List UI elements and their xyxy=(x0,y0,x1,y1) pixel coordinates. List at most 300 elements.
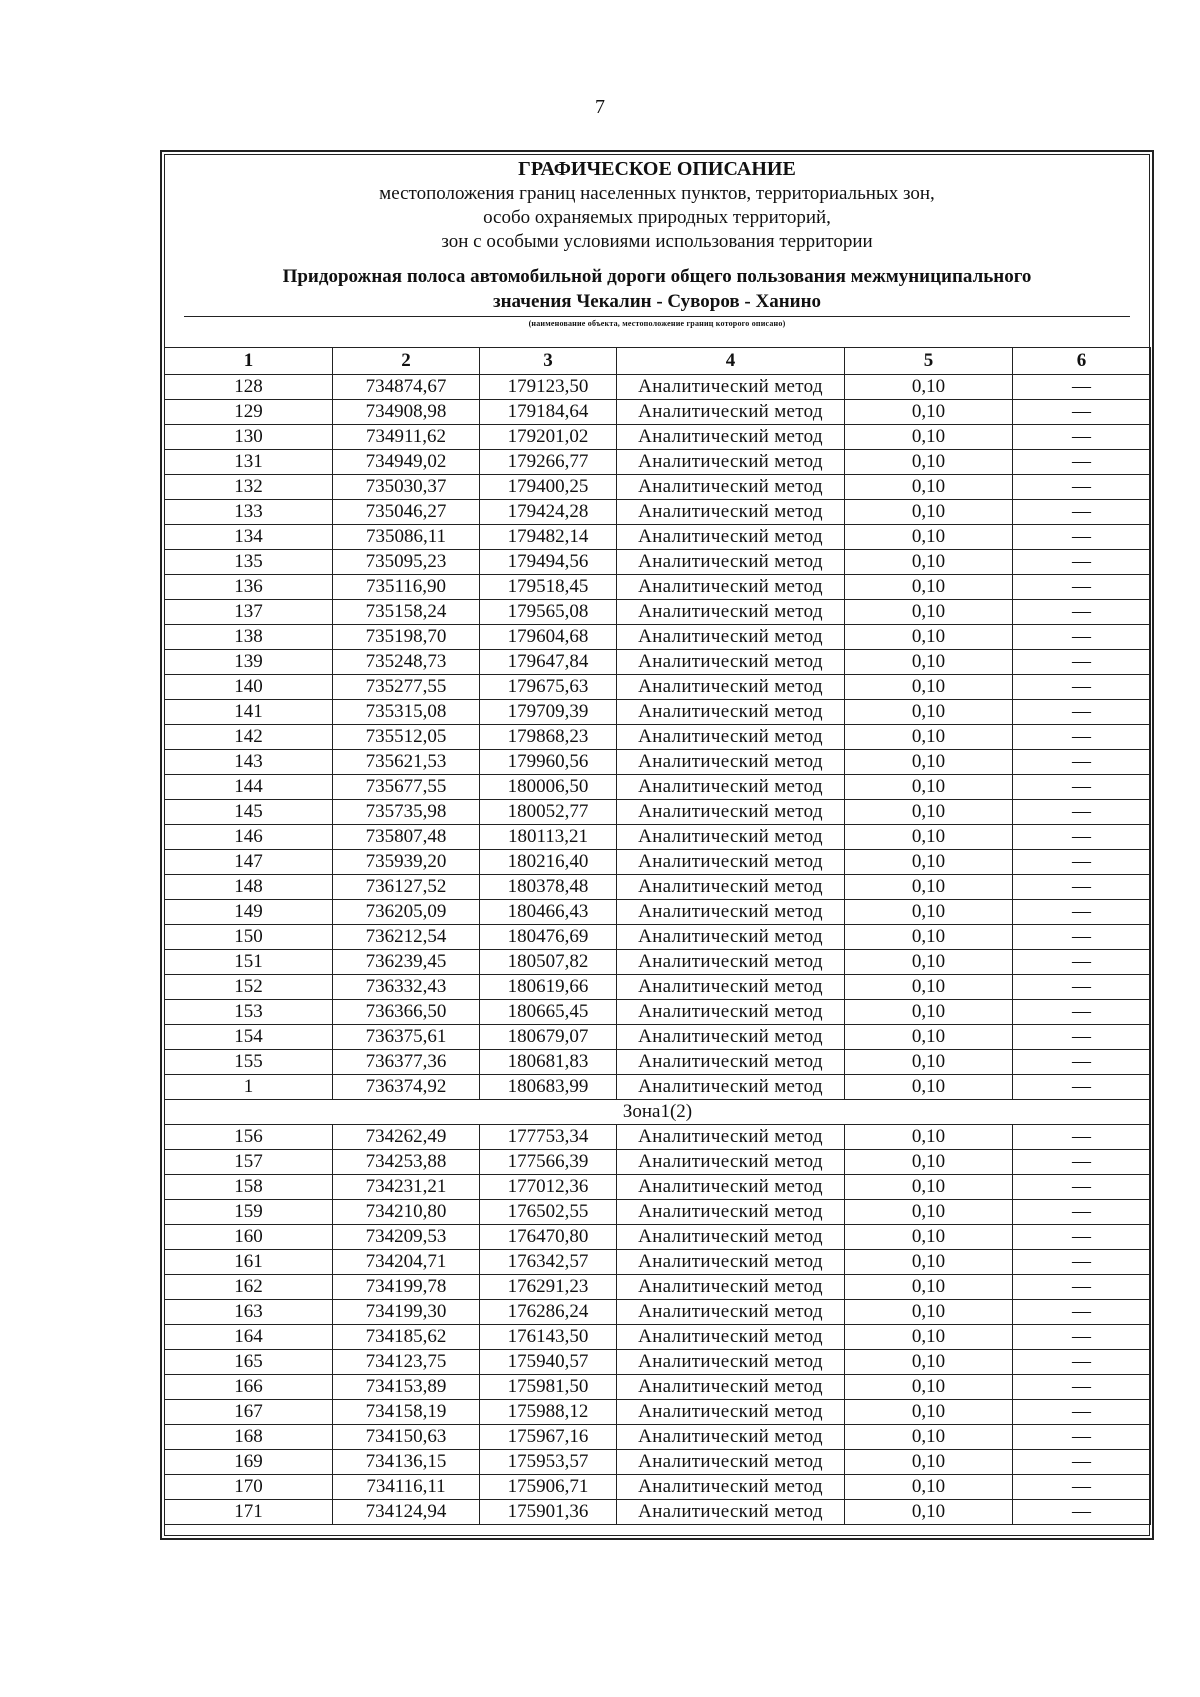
table-cell-col-6: — xyxy=(1013,1025,1151,1050)
table-cell-col-3: 180476,69 xyxy=(480,925,617,950)
table-row xyxy=(165,1400,1151,1425)
table-cell-col-5: 0,10 xyxy=(845,1075,1013,1100)
table-cell-col-4: Аналитический метод xyxy=(617,650,845,675)
table-cell-col-4: Аналитический метод xyxy=(617,1425,845,1450)
table-cell-col-6: — xyxy=(1013,1200,1151,1225)
table-cell-col-2: 734231,21 xyxy=(333,1175,480,1200)
table-cell-col-2: 735677,55 xyxy=(333,775,480,800)
table-cell-col-3: 180681,83 xyxy=(480,1050,617,1075)
table-cell-col-4: Аналитический метод xyxy=(617,425,845,450)
table-cell-col-3: 176291,23 xyxy=(480,1275,617,1300)
document-header xyxy=(166,156,1148,331)
table-cell-col-2: 736239,45 xyxy=(333,950,480,975)
table-cell-col-3: 175981,50 xyxy=(480,1375,617,1400)
table-cell-col-6: — xyxy=(1013,675,1151,700)
table-cell-col-1: 140 xyxy=(165,675,333,700)
table-cell-col-5: 0,10 xyxy=(845,1400,1013,1425)
table-cell-col-1: 169 xyxy=(165,1450,333,1475)
table-cell-col-6: — xyxy=(1013,1400,1151,1425)
table-cell-col-3: 180052,77 xyxy=(480,800,617,825)
table-cell-col-4: Аналитический метод xyxy=(617,675,845,700)
table-cell-col-1: 155 xyxy=(165,1050,333,1075)
table-cell-col-3: 179400,25 xyxy=(480,475,617,500)
column-header-6: 6 xyxy=(1013,348,1151,375)
table-cell-col-5: 0,10 xyxy=(845,625,1013,650)
column-header-3: 3 xyxy=(480,348,617,375)
subtitle-line-2: особо охраняемых природных территорий, xyxy=(483,207,831,228)
table-cell-col-3: 175988,12 xyxy=(480,1400,617,1425)
table-cell-col-5: 0,10 xyxy=(845,1325,1013,1350)
table-cell-col-5: 0,10 xyxy=(845,1475,1013,1500)
table-cell-col-3: 179266,77 xyxy=(480,450,617,475)
table-cell-col-4: Аналитический метод xyxy=(617,1350,845,1375)
table-cell-col-1: 139 xyxy=(165,650,333,675)
table-cell-col-3: 179518,45 xyxy=(480,575,617,600)
table-cell-col-6: — xyxy=(1013,1450,1151,1475)
table-cell-col-6: — xyxy=(1013,850,1151,875)
table-cell-col-4: Аналитический метод xyxy=(617,1200,845,1225)
table-cell-col-2: 735735,98 xyxy=(333,800,480,825)
table-row xyxy=(165,775,1151,800)
table-cell-col-5: 0,10 xyxy=(845,825,1013,850)
table-cell-col-6: — xyxy=(1013,1175,1151,1200)
table-cell-col-3: 179565,08 xyxy=(480,600,617,625)
table-cell-col-2: 734908,98 xyxy=(333,400,480,425)
table-cell-col-6: — xyxy=(1013,800,1151,825)
table-cell-col-6: — xyxy=(1013,1125,1151,1150)
table-cell-col-2: 734262,49 xyxy=(333,1125,480,1150)
table-cell-col-6: — xyxy=(1013,875,1151,900)
table-cell-col-2: 736366,50 xyxy=(333,1000,480,1025)
table-cell-col-1: 160 xyxy=(165,1225,333,1250)
object-name-line-2: значения Чекалин - Суворов - Ханино xyxy=(492,291,822,312)
table-cell-col-3: 175953,57 xyxy=(480,1450,617,1475)
table-cell-col-5: 0,10 xyxy=(845,1450,1013,1475)
table-cell-col-6: — xyxy=(1013,1075,1151,1100)
table-cell-col-2: 735621,53 xyxy=(333,750,480,775)
table-cell-col-3: 179482,14 xyxy=(480,525,617,550)
table-cell-col-1: 133 xyxy=(165,500,333,525)
table-cell-col-2: 736375,61 xyxy=(333,1025,480,1050)
table-cell-col-2: 734150,63 xyxy=(333,1425,480,1450)
table-cell-col-3: 179709,39 xyxy=(480,700,617,725)
table-cell-col-2: 734874,67 xyxy=(333,375,480,400)
table-cell-col-2: 735030,37 xyxy=(333,475,480,500)
table-cell-col-3: 175901,36 xyxy=(480,1500,617,1525)
table-cell-col-2: 735086,11 xyxy=(333,525,480,550)
table-cell-col-5: 0,10 xyxy=(845,500,1013,525)
table-cell-col-2: 735315,08 xyxy=(333,700,480,725)
column-header-1: 1 xyxy=(165,348,333,375)
table-cell-col-1: 128 xyxy=(165,375,333,400)
table-cell-col-6: — xyxy=(1013,1275,1151,1300)
table-cell-col-4: Аналитический метод xyxy=(617,1450,845,1475)
table-cell-col-2: 734949,02 xyxy=(333,450,480,475)
document-title: ГРАФИЧЕСКОЕ ОПИСАНИЕ xyxy=(518,158,796,180)
table-cell-col-4: Аналитический метод xyxy=(617,875,845,900)
table-cell-col-5: 0,10 xyxy=(845,1200,1013,1225)
table-cell-col-5: 0,10 xyxy=(845,400,1013,425)
table-cell-col-1: 161 xyxy=(165,1250,333,1275)
table-cell-col-1: 152 xyxy=(165,975,333,1000)
table-cell-col-3: 179604,68 xyxy=(480,625,617,650)
table-cell-col-1: 137 xyxy=(165,600,333,625)
table-cell-col-4: Аналитический метод xyxy=(617,1050,845,1075)
table-cell-col-1: 156 xyxy=(165,1125,333,1150)
column-header-5: 5 xyxy=(845,348,1013,375)
table-cell-col-1: 141 xyxy=(165,700,333,725)
table-cell-col-4: Аналитический метод xyxy=(617,1500,845,1525)
table-row xyxy=(165,1050,1151,1075)
table-cell-col-3: 179424,28 xyxy=(480,500,617,525)
column-header-4: 4 xyxy=(617,348,845,375)
table-cell-col-1: 159 xyxy=(165,1200,333,1225)
table-cell-col-1: 170 xyxy=(165,1475,333,1500)
table-row xyxy=(165,800,1151,825)
table-cell-col-3: 180665,45 xyxy=(480,1000,617,1025)
table-cell-col-4: Аналитический метод xyxy=(617,575,845,600)
table-cell-col-5: 0,10 xyxy=(845,1225,1013,1250)
table-cell-col-1: 165 xyxy=(165,1350,333,1375)
table-cell-col-5: 0,10 xyxy=(845,1300,1013,1325)
table-cell-col-5: 0,10 xyxy=(845,375,1013,400)
table-cell-col-1: 146 xyxy=(165,825,333,850)
table-cell-col-2: 734204,71 xyxy=(333,1250,480,1275)
table-cell-col-5: 0,10 xyxy=(845,1425,1013,1450)
table-cell-col-2: 736377,36 xyxy=(333,1050,480,1075)
page-number: 7 xyxy=(595,96,605,118)
table-row xyxy=(165,875,1151,900)
table-cell-col-5: 0,10 xyxy=(845,775,1013,800)
table-cell-col-5: 0,10 xyxy=(845,1125,1013,1150)
table-cell-col-3: 175940,57 xyxy=(480,1350,617,1375)
table-cell-col-6: — xyxy=(1013,1150,1151,1175)
table-cell-col-3: 176502,55 xyxy=(480,1200,617,1225)
table-cell-col-1: 158 xyxy=(165,1175,333,1200)
table-row xyxy=(165,1275,1151,1300)
table-cell-col-3: 179123,50 xyxy=(480,375,617,400)
table-cell-col-4: Аналитический метод xyxy=(617,1250,845,1275)
table-cell-col-3: 179184,64 xyxy=(480,400,617,425)
table-row xyxy=(165,700,1151,725)
table-cell-col-3: 180507,82 xyxy=(480,950,617,975)
table-cell-col-6: — xyxy=(1013,975,1151,1000)
table-cell-col-1: 167 xyxy=(165,1400,333,1425)
table-row xyxy=(165,625,1151,650)
table-cell-col-1: 147 xyxy=(165,850,333,875)
table-cell-col-1: 163 xyxy=(165,1300,333,1325)
table-cell-col-4: Аналитический метод xyxy=(617,725,845,750)
table-cell-col-5: 0,10 xyxy=(845,600,1013,625)
table-row xyxy=(165,675,1151,700)
table-cell-col-6: — xyxy=(1013,1350,1151,1375)
table-cell-col-3: 175906,71 xyxy=(480,1475,617,1500)
table-cell-col-4: Аналитический метод xyxy=(617,450,845,475)
table-cell-col-2: 734185,62 xyxy=(333,1325,480,1350)
table-cell-col-5: 0,10 xyxy=(845,450,1013,475)
table-cell-col-5: 0,10 xyxy=(845,650,1013,675)
table-row xyxy=(165,750,1151,775)
table-cell-col-6: — xyxy=(1013,375,1151,400)
zone-separator xyxy=(165,1100,1151,1125)
table-cell-col-6: — xyxy=(1013,1000,1151,1025)
table-cell-col-2: 734209,53 xyxy=(333,1225,480,1250)
table-cell-col-5: 0,10 xyxy=(845,1350,1013,1375)
table-row xyxy=(165,1125,1151,1150)
table-cell-col-2: 735939,20 xyxy=(333,850,480,875)
table-cell-col-6: — xyxy=(1013,700,1151,725)
table-cell-col-1: 138 xyxy=(165,625,333,650)
table-cell-col-3: 180466,43 xyxy=(480,900,617,925)
table-cell-col-5: 0,10 xyxy=(845,900,1013,925)
table-cell-col-1: 168 xyxy=(165,1425,333,1450)
table-row xyxy=(165,500,1151,525)
table-row xyxy=(165,1025,1151,1050)
table-cell-col-1: 144 xyxy=(165,775,333,800)
table-cell-col-5: 0,10 xyxy=(845,700,1013,725)
table-cell-col-4: Аналитический метод xyxy=(617,825,845,850)
table-row xyxy=(165,575,1151,600)
subtitle-line-1: местоположения границ населенных пунктов, территориальных зон, xyxy=(379,183,935,204)
table-cell-col-5: 0,10 xyxy=(845,675,1013,700)
table-row xyxy=(165,650,1151,675)
table-cell-col-6: — xyxy=(1013,1425,1151,1450)
table-cell-col-5: 0,10 xyxy=(845,1025,1013,1050)
table-row xyxy=(165,900,1151,925)
table-cell-col-3: 177566,39 xyxy=(480,1150,617,1175)
table-cell-col-4: Аналитический метод xyxy=(617,1275,845,1300)
table-row xyxy=(165,600,1151,625)
table-cell-col-3: 179868,23 xyxy=(480,725,617,750)
table-cell-col-6: — xyxy=(1013,750,1151,775)
table-cell-col-3: 177012,36 xyxy=(480,1175,617,1200)
table-cell-col-1: 145 xyxy=(165,800,333,825)
table-cell-col-5: 0,10 xyxy=(845,1050,1013,1075)
table-cell-col-4: Аналитический метод xyxy=(617,550,845,575)
table-row xyxy=(165,975,1151,1000)
table-row xyxy=(165,1250,1151,1275)
table-cell-col-5: 0,10 xyxy=(845,1000,1013,1025)
table-cell-col-5: 0,10 xyxy=(845,1150,1013,1175)
table-cell-col-4: Аналитический метод xyxy=(617,800,845,825)
table-cell-col-3: 175967,16 xyxy=(480,1425,617,1450)
table-cell-col-5: 0,10 xyxy=(845,875,1013,900)
table-cell-col-4: Аналитический метод xyxy=(617,1125,845,1150)
table-cell-col-6: — xyxy=(1013,425,1151,450)
table-row xyxy=(165,1450,1151,1475)
table-cell-col-4: Аналитический метод xyxy=(617,975,845,1000)
table-cell-col-3: 180619,66 xyxy=(480,975,617,1000)
object-name-line-1: Придорожная полоса автомобильной дороги общего пользования межмуниципального xyxy=(282,266,1032,287)
table-cell-col-6: — xyxy=(1013,550,1151,575)
table-row xyxy=(165,1150,1151,1175)
table-cell-col-2: 735807,48 xyxy=(333,825,480,850)
table-row xyxy=(165,1475,1151,1500)
table-cell-col-5: 0,10 xyxy=(845,725,1013,750)
table-body-zone-2 xyxy=(165,1125,1151,1525)
table-cell-col-4: Аналитический метод xyxy=(617,1475,845,1500)
table-row xyxy=(165,1225,1151,1250)
table-cell-col-5: 0,10 xyxy=(845,800,1013,825)
table-cell-col-5: 0,10 xyxy=(845,575,1013,600)
table-cell-col-3: 177753,34 xyxy=(480,1125,617,1150)
table-cell-col-5: 0,10 xyxy=(845,1250,1013,1275)
table-row xyxy=(165,400,1151,425)
table-cell-col-6: — xyxy=(1013,650,1151,675)
table-cell-col-5: 0,10 xyxy=(845,550,1013,575)
table-cell-col-3: 176143,50 xyxy=(480,1325,617,1350)
table-cell-col-4: Аналитический метод xyxy=(617,1225,845,1250)
table-cell-col-2: 735095,23 xyxy=(333,550,480,575)
table-row xyxy=(165,1075,1151,1100)
table-cell-col-3: 176286,24 xyxy=(480,1300,617,1325)
table-row xyxy=(165,850,1151,875)
table-cell-col-1: 132 xyxy=(165,475,333,500)
subtitle-line-3: зон с особыми условиями использования территории xyxy=(441,231,873,252)
coordinates-table xyxy=(164,347,1151,1525)
table-cell-col-2: 734116,11 xyxy=(333,1475,480,1500)
table-cell-col-1: 131 xyxy=(165,450,333,475)
table-cell-col-4: Аналитический метод xyxy=(617,625,845,650)
table-cell-col-2: 736332,43 xyxy=(333,975,480,1000)
table-cell-col-6: — xyxy=(1013,1225,1151,1250)
table-cell-col-2: 734199,30 xyxy=(333,1300,480,1325)
table-cell-col-2: 734153,89 xyxy=(333,1375,480,1400)
table-cell-col-4: Аналитический метод xyxy=(617,775,845,800)
table-cell-col-2: 736127,52 xyxy=(333,875,480,900)
table-row xyxy=(165,425,1151,450)
table-row xyxy=(165,1425,1151,1450)
table-cell-col-1: 134 xyxy=(165,525,333,550)
table-row xyxy=(165,1350,1151,1375)
table-cell-col-1: 129 xyxy=(165,400,333,425)
table-cell-col-2: 735198,70 xyxy=(333,625,480,650)
table-cell-col-6: — xyxy=(1013,600,1151,625)
table-cell-col-4: Аналитический метод xyxy=(617,400,845,425)
table-cell-col-2: 736212,54 xyxy=(333,925,480,950)
table-cell-col-4: Аналитический метод xyxy=(617,475,845,500)
table-row xyxy=(165,1325,1151,1350)
table-cell-col-3: 180006,50 xyxy=(480,775,617,800)
table-cell-col-3: 179647,84 xyxy=(480,650,617,675)
table-cell-col-6: — xyxy=(1013,1300,1151,1325)
table-row xyxy=(165,1375,1151,1400)
table-cell-col-6: — xyxy=(1013,475,1151,500)
table-cell-col-5: 0,10 xyxy=(845,850,1013,875)
table-cell-col-2: 734210,80 xyxy=(333,1200,480,1225)
table-cell-col-6: — xyxy=(1013,1050,1151,1075)
table-cell-col-3: 176342,57 xyxy=(480,1250,617,1275)
table-row xyxy=(165,1175,1151,1200)
table-row xyxy=(165,950,1151,975)
table-row xyxy=(165,475,1151,500)
table-cell-col-6: — xyxy=(1013,1475,1151,1500)
table-cell-col-2: 735277,55 xyxy=(333,675,480,700)
table-cell-col-3: 179201,02 xyxy=(480,425,617,450)
table-row xyxy=(165,825,1151,850)
table-cell-col-2: 735158,24 xyxy=(333,600,480,625)
table-cell-col-2: 735512,05 xyxy=(333,725,480,750)
table-cell-col-4: Аналитический метод xyxy=(617,1075,845,1100)
table-cell-col-4: Аналитический метод xyxy=(617,500,845,525)
table-cell-col-1: 1 xyxy=(165,1075,333,1100)
table-cell-col-4: Аналитический метод xyxy=(617,1175,845,1200)
table-cell-col-1: 143 xyxy=(165,750,333,775)
zone-label-row xyxy=(165,1100,1151,1125)
table-cell-col-6: — xyxy=(1013,575,1151,600)
table-cell-col-6: — xyxy=(1013,725,1151,750)
table-cell-col-5: 0,10 xyxy=(845,1375,1013,1400)
table-cell-col-1: 162 xyxy=(165,1275,333,1300)
table-row xyxy=(165,925,1151,950)
table-cell-col-2: 734199,78 xyxy=(333,1275,480,1300)
table-cell-col-1: 148 xyxy=(165,875,333,900)
table-cell-col-6: — xyxy=(1013,450,1151,475)
column-header-2: 2 xyxy=(333,348,480,375)
table-cell-col-3: 180378,48 xyxy=(480,875,617,900)
table-cell-col-2: 736374,92 xyxy=(333,1075,480,1100)
table-cell-col-3: 176470,80 xyxy=(480,1225,617,1250)
table-cell-col-6: — xyxy=(1013,625,1151,650)
table-cell-col-4: Аналитический метод xyxy=(617,1000,845,1025)
table-cell-col-1: 142 xyxy=(165,725,333,750)
table-cell-col-1: 151 xyxy=(165,950,333,975)
table-cell-col-1: 153 xyxy=(165,1000,333,1025)
table-cell-col-5: 0,10 xyxy=(845,1275,1013,1300)
table-cell-col-5: 0,10 xyxy=(845,475,1013,500)
table-cell-col-6: — xyxy=(1013,925,1151,950)
table-cell-col-1: 135 xyxy=(165,550,333,575)
table-row xyxy=(165,1200,1151,1225)
table-cell-col-2: 736205,09 xyxy=(333,900,480,925)
table-cell-col-4: Аналитический метод xyxy=(617,600,845,625)
table-cell-col-6: — xyxy=(1013,1325,1151,1350)
table-cell-col-4: Аналитический метод xyxy=(617,375,845,400)
table-cell-col-1: 130 xyxy=(165,425,333,450)
table-cell-col-6: — xyxy=(1013,950,1151,975)
table-cell-col-1: 154 xyxy=(165,1025,333,1050)
table-cell-col-5: 0,10 xyxy=(845,1175,1013,1200)
table-cell-col-5: 0,10 xyxy=(845,1500,1013,1525)
table-cell-col-4: Аналитический метод xyxy=(617,900,845,925)
table-cell-col-2: 734123,75 xyxy=(333,1350,480,1375)
table-row xyxy=(165,1300,1151,1325)
table-cell-col-4: Аналитический метод xyxy=(617,700,845,725)
table-cell-col-1: 171 xyxy=(165,1500,333,1525)
table-cell-col-5: 0,10 xyxy=(845,750,1013,775)
table-cell-col-6: — xyxy=(1013,1250,1151,1275)
table-cell-col-6: — xyxy=(1013,1375,1151,1400)
object-name-caption: (наименование объекта, местоположение границ которого описано) xyxy=(528,319,786,328)
table-row xyxy=(165,450,1151,475)
table-cell-col-4: Аналитический метод xyxy=(617,525,845,550)
table-cell-col-4: Аналитический метод xyxy=(617,1150,845,1175)
table-cell-col-4: Аналитический метод xyxy=(617,950,845,975)
table-cell-col-4: Аналитический метод xyxy=(617,1325,845,1350)
table-cell-col-4: Аналитический метод xyxy=(617,1025,845,1050)
table-cell-col-2: 734136,15 xyxy=(333,1450,480,1475)
table-cell-col-4: Аналитический метод xyxy=(617,1400,845,1425)
table-cell-col-2: 735046,27 xyxy=(333,500,480,525)
table-cell-col-6: — xyxy=(1013,400,1151,425)
table-cell-col-3: 179675,63 xyxy=(480,675,617,700)
table-cell-col-2: 734911,62 xyxy=(333,425,480,450)
table-cell-col-1: 157 xyxy=(165,1150,333,1175)
table-cell-col-6: — xyxy=(1013,525,1151,550)
table-cell-col-3: 179960,56 xyxy=(480,750,617,775)
table-row xyxy=(165,1500,1151,1525)
table-header-row xyxy=(165,348,1151,375)
